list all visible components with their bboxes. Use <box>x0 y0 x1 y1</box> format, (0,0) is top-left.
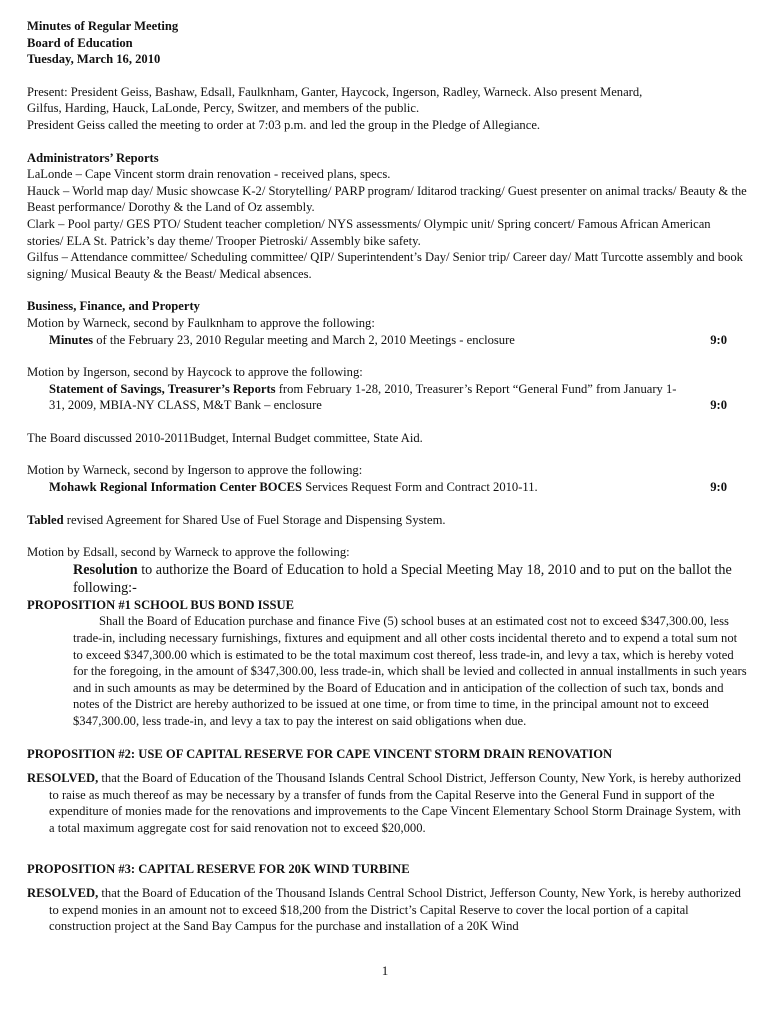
minutes-text: of the February 23, 2010 Regular meeting and March 2, 2010 Meetings - enclosure <box>93 332 515 347</box>
resolution-label: Resolution <box>73 561 138 578</box>
proposition-2-heading: PROPOSITION #2: USE OF CAPITAL RESERVE FOR CAPE VINCENT STORM DRAIN RENOVATION <box>27 746 613 761</box>
resolved-label: RESOLVED, <box>27 886 99 901</box>
proposition-3-text: that the Board of Education of the Thousand Islands Central School District, Jefferson County, New York, is hereby authorized to expend monies in an amount not to exceed $18,200 from the District’s Capital Reserve to cover the local portion of a capital construction project at the Sand Bay Campus for the purchase and installation of a 20K Wind <box>49 886 741 934</box>
report-gilfus: Gilfus – Attendance committee/ Scheduling committee/ QIP/ Superintendent’s Day/ Senior trip/ Career day/ Matt Turcotte assembly and book signing/ Musical Beauty & the Beast/ Medical absences. <box>27 250 743 281</box>
vote-count: 9:0 <box>710 398 727 413</box>
savings-text: from February 1-28, 2010, Treasurer’s Report “General Fund” from January 1- <box>275 381 677 396</box>
savings-item-cont <box>27 397 747 414</box>
motion-4: Motion by Edsall, second by Warneck to approve the following: <box>27 545 350 560</box>
attendance-section <box>27 84 747 134</box>
call-to-order: President Geiss called the meeting to order at 7:03 p.m. and led the group in the Pledge of Allegiance. <box>27 117 541 132</box>
savings-text-2: 31, 2009, MBIA-NY CLASS, M&T Bank – enclosure <box>49 398 322 413</box>
resolution-text: to authorize the Board of Education to hold a Special Meeting May 18, 2010 and to put on the ballot the following:- <box>73 561 732 596</box>
business-heading: Business, Finance, and Property <box>27 299 200 314</box>
business-section <box>27 298 747 597</box>
admin-reports-section <box>27 150 747 283</box>
minutes-item <box>27 332 747 349</box>
proposition-1-body: Shall the Board of Education purchase and finance Five (5) school buses at an estimated cost not to exceed $347,300.00, less trade-in, including necessary furnishings, fixtures and equipment and all other costs incidental thereto and to expend a total sum not to exceed $347,300.00 which is estimated to be the total maximum cost thereof, less trade-in, and levy a tax, which is hereby voted for the foregoing, in the amount of $347,300.00, less trade-in, which shall be levied and collected in annual installments in such years and in such amounts as may be determined by the Board of Education and in anticipation of the collection of such tax, bonds and notes of the District are hereby authorized to be issued at one time, or from time to time, in the principal amount not to exceed $347,300.00, less trade-in, and levy a tax to pay the interest on said obligations when due. <box>73 614 747 728</box>
header-date: Tuesday, March 16, 2010 <box>27 52 161 67</box>
vote-count: 9:0 <box>710 332 727 347</box>
report-hauck: Hauck – World map day/ Music showcase K-2/ Storytelling/ PARP program/ Iditarod tracking/ Guest presenter on animal tracks/ Beauty & the Beast performance/ Dorothy & the Land of Oz assembly. <box>27 183 747 215</box>
board-discussion: The Board discussed 2010-2011Budget, Internal Budget committee, State Aid. <box>27 430 423 445</box>
report-clark: Clark – Pool party/ GES PTO/ Student teacher completion/ NYS assessments/ Olympic unit/ Spring concert/ Famous African American stories/ ELA St. Patrick’s day theme/ Trooper Pietroski/ Assembly bike safety. <box>27 216 711 248</box>
minutes-label: Minutes <box>49 332 94 347</box>
resolved-label: RESOLVED, <box>27 771 99 786</box>
present-line-2: Gilfus, Harding, Hauck, LaLonde, Percy, Switzer, and members of the public. <box>27 101 420 116</box>
report-lalonde: LaLonde – Cape Vincent storm drain renovation - received plans, specs. <box>27 167 391 182</box>
resolution-item <box>27 561 747 597</box>
tabled-text: revised Agreement for Shared Use of Fuel Storage and Dispensing System. <box>63 512 446 527</box>
vote-count: 9:0 <box>710 480 727 495</box>
tabled-label: Tabled <box>27 512 64 527</box>
header-board: Board of Education <box>27 35 133 50</box>
proposition-3 <box>27 861 747 935</box>
proposition-3-body <box>27 885 747 935</box>
present-line-1: Present: President Geiss, Bashaw, Edsall, Faulknham, Ganter, Haycock, Ingerson, Radley, Warneck. Also present Menard, <box>27 84 643 99</box>
savings-item <box>27 381 747 398</box>
motion-2: Motion by Ingerson, second by Haycock to approve the following: <box>27 365 363 380</box>
proposition-2-body <box>27 770 747 836</box>
savings-label: Statement of Savings, Treasurer’s Reports <box>49 381 276 396</box>
proposition-3-heading: PROPOSITION #3: CAPITAL RESERVE FOR 20K WIND TURBINE <box>27 861 410 876</box>
header-title: Minutes of Regular Meeting <box>27 19 179 33</box>
document-header <box>27 18 747 68</box>
boces-label: Mohawk Regional Information Center BOCES <box>49 480 303 495</box>
proposition-1-heading: PROPOSITION #1 SCHOOL BUS BOND ISSUE <box>27 597 294 612</box>
page-number: 1 <box>381 963 389 978</box>
tabled-item <box>27 512 747 529</box>
document-page <box>27 18 747 935</box>
proposition-2 <box>27 746 747 837</box>
motion-3: Motion by Warneck, second by Ingerson to approve the following: <box>27 463 363 478</box>
boces-text: Services Request Form and Contract 2010-11. <box>302 480 538 495</box>
proposition-1 <box>27 597 747 730</box>
proposition-2-text: that the Board of Education of the Thousand Islands Central School District, Jefferson County, New York, is hereby authorized to raise as much thereof as may be necessary by a transfer of funds from the Capital Reserve into the General Fund in support of the expenditure of monies made for the renovations and improvements to the Cape Vincent Elementary School Storm Drainage System, with a total maximum aggregate cost for said renovation not to exceed $20,000. <box>49 771 741 835</box>
motion-1: Motion by Warneck, second by Faulknham to approve the following: <box>27 315 375 330</box>
boces-item <box>27 479 747 496</box>
admin-reports-heading: Administrators’ Reports <box>27 150 159 165</box>
